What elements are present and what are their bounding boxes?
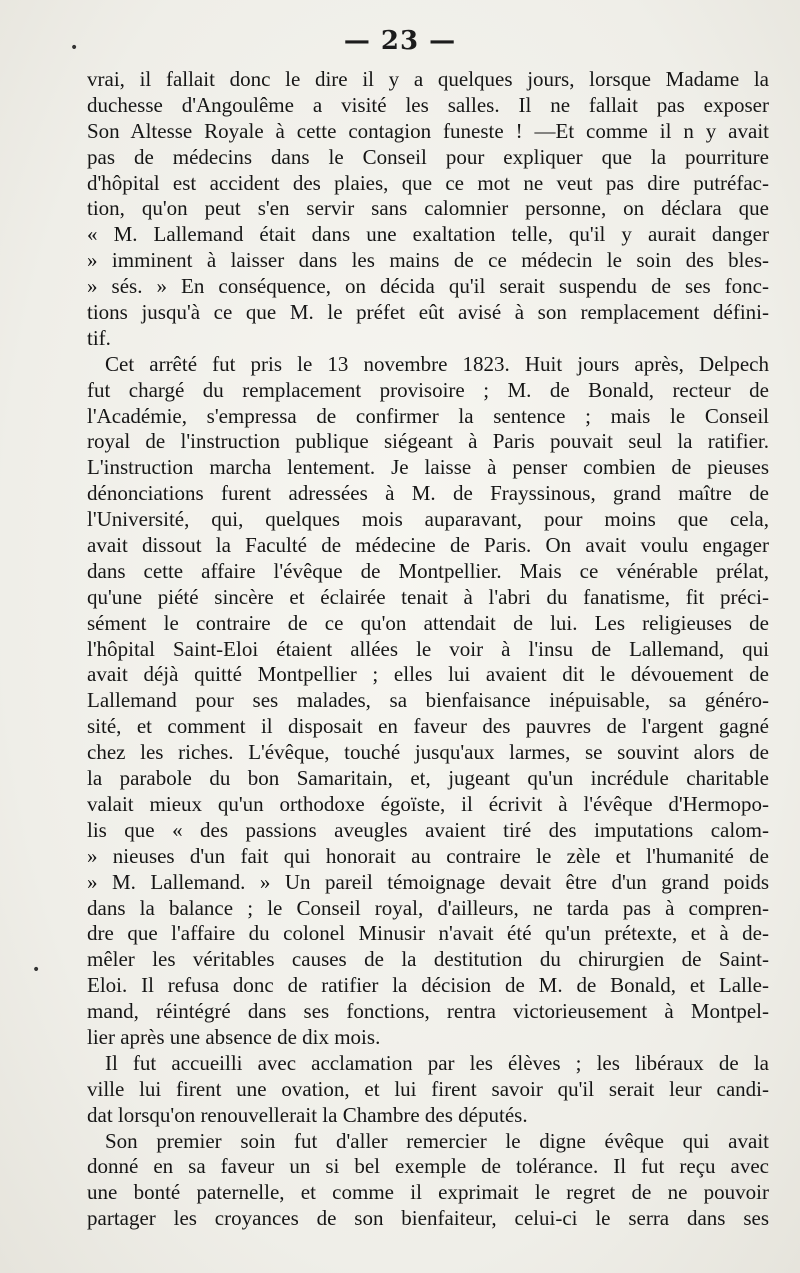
text-line: partager les croyances de son bienfaiteur, celui-ci le serra dans ses: [87, 1206, 769, 1231]
text-line: une bonté paternelle, et comme il exprimait le regret de ne pouvoir: [87, 1180, 769, 1205]
text-line: Lallemand pour ses malades, sa bienfaisance inépuisable, sa généro-: [87, 688, 769, 713]
text-line: » imminent à laisser dans les mains de ce médecin le soin des bles-: [87, 248, 769, 273]
text-line: valait mieux qu'un orthodoxe égoïste, il écrivit à l'évêque d'Hermopo-: [87, 791, 769, 816]
text-line: royal de l'instruction publique siégeant à Paris pouvait seul la ratifier.: [87, 429, 769, 454]
text-line: lier après une absence de dix mois.: [87, 1024, 381, 1049]
text-line: d'hôpital est accident des plaies, que ce mot ne veut pas dire putréfac-: [87, 170, 769, 195]
text-line: tion, qu'on peut s'en servir sans calomnier personne, on déclara que: [87, 196, 769, 221]
text-line: Eloi. Il refusa donc de ratifier la décision de M. de Bonald, et Lalle-: [87, 973, 769, 998]
margin-speck-mark: •: [32, 962, 41, 978]
text-line: l'Académie, s'empressa de confirmer la sentence ; mais le Conseil: [87, 403, 769, 428]
text-line: tions jusqu'à ce que M. le préfet eût avisé à son remplacement défini-: [87, 300, 769, 325]
text-line: sément le contraire de ce qu'on attendait de lui. Les religieuses de: [87, 610, 769, 635]
text-line: dre que l'affaire du colonel Minusir n'avait été qu'un prétexte, et à de-: [87, 921, 769, 946]
text-line: Cet arrêté fut pris le 13 novembre 1823. Huit jours après, Delpech: [105, 351, 769, 376]
text-line: fut chargé du remplacement provisoire ; M. de Bonald, recteur de: [87, 377, 769, 402]
text-line: qu'une piété sincère et éclairée tenait à l'abri du fanatisme, fit préci-: [87, 584, 769, 609]
text-line: ville lui firent une ovation, et lui firent savoir qu'il serait leur candi-: [87, 1076, 769, 1101]
text-line: avait dissout la Faculté de médecine de Paris. On avait voulu engager: [87, 533, 769, 558]
text-line: duchesse d'Angoulême a visité les salles. Il ne fallait pas exposer: [87, 92, 769, 117]
page-speck-mark: •: [70, 40, 79, 56]
text-line: l'hôpital Saint-Eloi étaient allées le voir à l'insu de Lallemand, qui: [87, 636, 769, 661]
text-line: Il fut accueilli avec acclamation par les élèves ; les libéraux de la: [105, 1050, 769, 1075]
text-line: avait déjà quitté Montpellier ; elles lui avaient dit le dévouement de: [87, 662, 769, 687]
text-line: pas de médecins dans le Conseil pour expliquer que la pourriture: [87, 144, 769, 169]
text-line: » nieuses d'un fait qui honorait au contraire le zèle et l'humanité de: [87, 843, 769, 868]
text-line: Son premier soin fut d'aller remercier le digne évêque qui avait: [105, 1128, 769, 1153]
text-line: Son Altesse Royale à cette contagion funeste ! —Et comme il n y avait: [87, 118, 769, 143]
text-line: mêler les véritables causes de la destitution du chirurgien de Saint-: [87, 947, 769, 972]
text-line: » M. Lallemand. » Un pareil témoignage devait être d'un grand poids: [87, 869, 769, 894]
text-line: » sés. » En conséquence, on décida qu'il serait suspendu de ses fonc-: [87, 274, 769, 299]
text-line: lis que « des passions aveugles avaient tiré des imputations calom-: [87, 817, 769, 842]
text-line: L'instruction marcha lentement. Je laisse à penser combien de pieuses: [87, 455, 769, 480]
text-line: sité, et comment il disposait en faveur des pauvres de l'argent gagné: [87, 714, 769, 739]
text-line: l'Université, qui, quelques mois auparavant, pour moins que cela,: [87, 507, 769, 532]
text-line: vrai, il fallait donc le dire il y a quelques jours, lorsque Madame la: [87, 67, 769, 91]
text-line: dans la balance ; le Conseil royal, d'ailleurs, ne tarda pas à compren-: [87, 895, 769, 920]
text-line: dans cette affaire l'évêque de Montpellier. Mais ce vénérable prélat,: [87, 558, 769, 583]
page-number: — 23 —: [343, 26, 457, 56]
text-line: dénonciations furent adressées à M. de Frayssinous, grand maître de: [87, 481, 769, 506]
text-line: mand, réintégré dans ses fonctions, rentra victorieusement à Montpel-: [87, 999, 769, 1024]
body-text: [87, 67, 769, 1232]
text-line: dat lorsqu'on renouvellerait la Chambre des députés.: [87, 1102, 528, 1127]
text-line: donné en sa faveur un si bel exemple de tolérance. Il fut reçu avec: [87, 1154, 769, 1179]
text-line: tif.: [87, 325, 111, 350]
text-line: « M. Lallemand était dans une exaltation telle, qu'il y aurait danger: [87, 222, 769, 247]
text-line: chez les riches. L'évêque, touché jusqu'aux larmes, se souvint alors de: [87, 740, 769, 765]
text-line: la parabole du bon Samaritain, et, jugeant qu'un incrédule charitable: [87, 766, 769, 791]
